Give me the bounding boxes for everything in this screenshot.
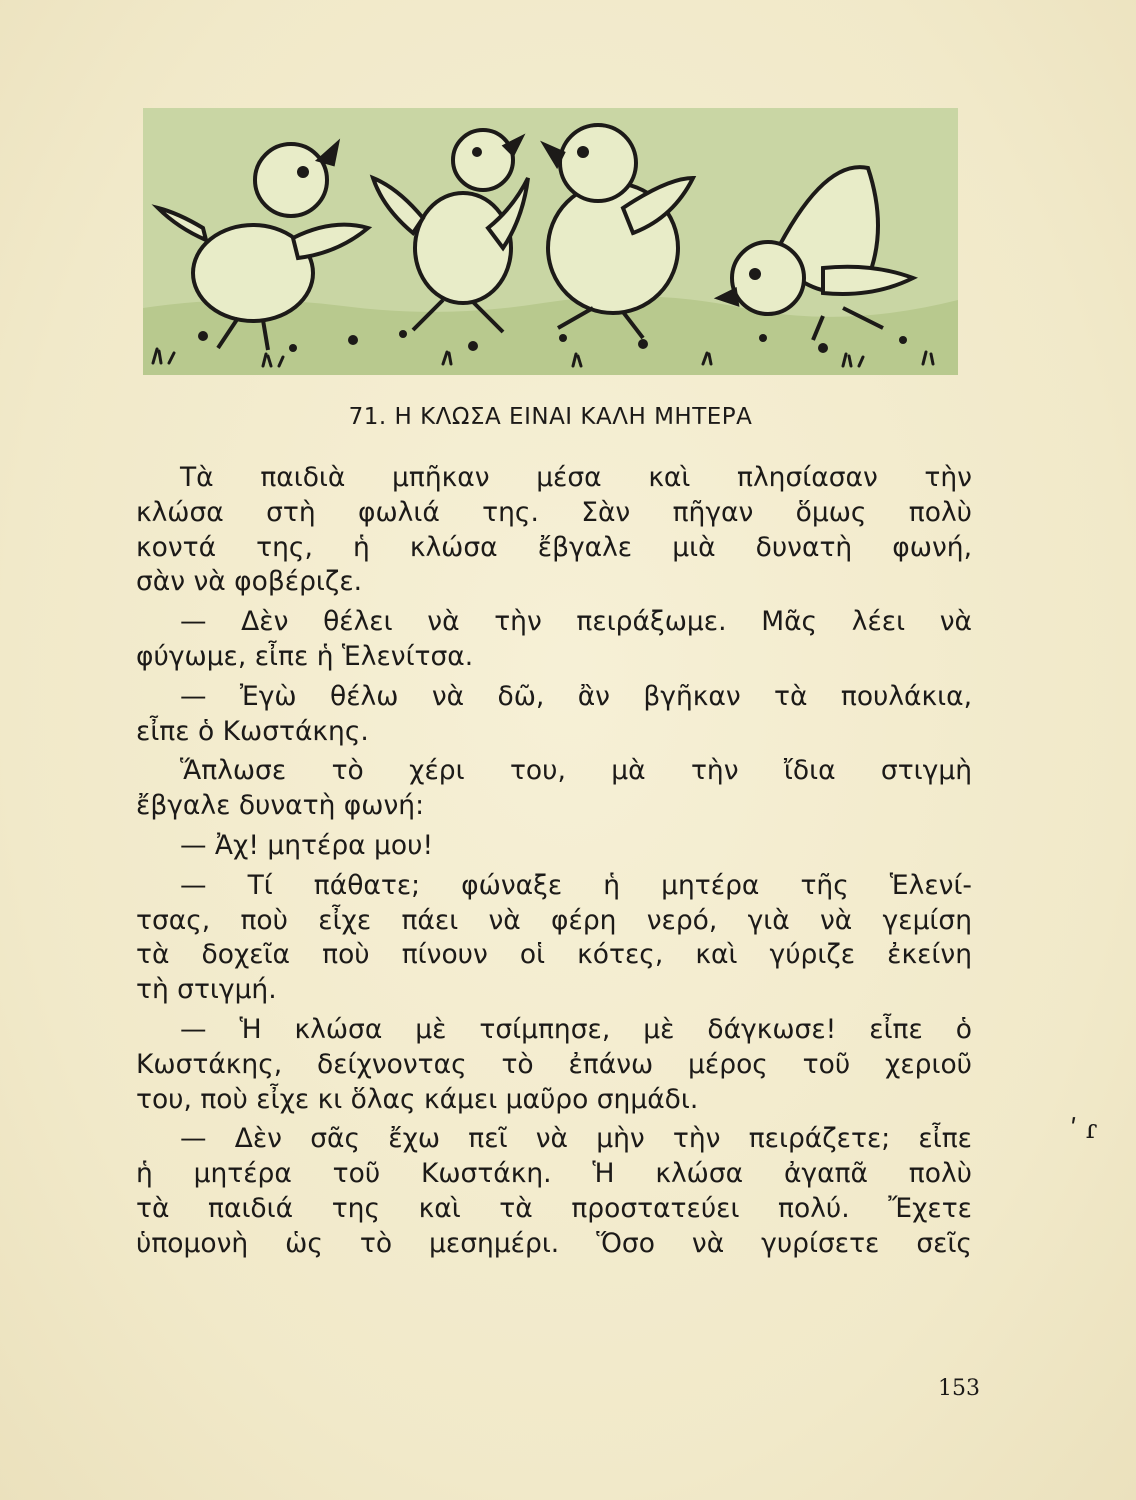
text-line: τὰ δοχεῖα ποὺ πίνουν οἱ κότες, καὶ γύριζε ἐκείνη: [136, 939, 972, 971]
chicks-illustration: [143, 108, 958, 375]
text-line: ὑπομονὴ ὡς τὸ μεσημέρι. Ὅσο νὰ γυρίσετε σεῖς: [136, 1227, 972, 1259]
text-line: κλώσα στὴ φωλιά της. Σὰν πῆγαν ὅμως πολὺ: [136, 496, 972, 528]
text-line: — Ἀχ! μητέρα μου!: [180, 829, 434, 861]
story-text: [136, 461, 972, 1267]
text-line: τὰ παιδιά της καὶ τὰ προστατεύει πολύ. Ἔχετε: [136, 1192, 972, 1224]
text-line: — Δὲν σᾶς ἔχω πεῖ νὰ μὴν τὴν πειράζετε; εἶπε: [180, 1123, 972, 1155]
chapter-title: 71. Η ΚΛΩΣΑ ΕΙΝΑΙ ΚΑΛΗ ΜΗΤΕΡΑ: [348, 404, 753, 430]
paragraph: [136, 1013, 972, 1117]
paragraph: [136, 869, 972, 1008]
text-line: Ἅπλωσε τὸ χέρι του, μὰ τὴν ἴδια στιγμὴ: [180, 755, 972, 787]
page-number: 153: [938, 1376, 980, 1401]
paragraph: [136, 680, 972, 750]
text-line: ἔβγαλε δυνατὴ φωνή:: [136, 790, 425, 822]
text-line: φύγωμε, εἶπε ἡ Ἑλενίτσα.: [136, 640, 474, 672]
text-line: — Τί πάθατε; φώναξε ἡ μητέρα τῆς Ἑλενί-: [180, 869, 972, 901]
text-line: τὴ στιγμή.: [136, 974, 277, 1006]
text-line: εἶπε ὁ Κωστάκης.: [136, 715, 369, 747]
paragraph: [136, 605, 972, 675]
paragraph: [136, 754, 972, 824]
paragraph: [136, 829, 972, 864]
text-line: του, ποὺ εἶχε κι ὅλας κάμει μαῦρο σημάδι.: [136, 1083, 699, 1115]
margin-mark: ʹ ɾ: [1070, 1115, 1098, 1145]
paragraph: [136, 1122, 972, 1261]
text-line: σὰν νὰ φοβέριζε.: [136, 566, 363, 598]
text-line: — Δὲν θέλει νὰ τὴν πειράξωμε. Μᾶς λέει νὰ: [180, 606, 972, 638]
text-line: — Ἐγὼ θέλω νὰ δῶ, ἂν βγῆκαν τὰ πουλάκια,: [180, 680, 972, 712]
paragraph: [136, 461, 972, 600]
text-line: ἡ μητέρα τοῦ Κωστάκη. Ἡ κλώσα ἀγαπᾶ πολὺ: [136, 1158, 972, 1190]
text-line: τσας, ποὺ εἶχε πάει νὰ φέρη νερό, γιὰ νὰ γεμίση: [136, 904, 972, 936]
text-line: Τὰ παιδιὰ μπῆκαν μέσα καὶ πλησίασαν τὴν: [180, 462, 972, 493]
text-line: — Ἡ κλώσα μὲ τσίμπησε, μὲ δάγκωσε! εἶπε ὁ: [180, 1013, 972, 1045]
text-line: κοντά της, ἡ κλώσα ἔβγαλε μιὰ δυνατὴ φωνή,: [136, 531, 972, 563]
text-line: Κωστάκης, δείχνοντας τὸ ἐπάνω μέρος τοῦ χεριοῦ: [136, 1048, 972, 1080]
chicks-drawing: [143, 108, 958, 375]
